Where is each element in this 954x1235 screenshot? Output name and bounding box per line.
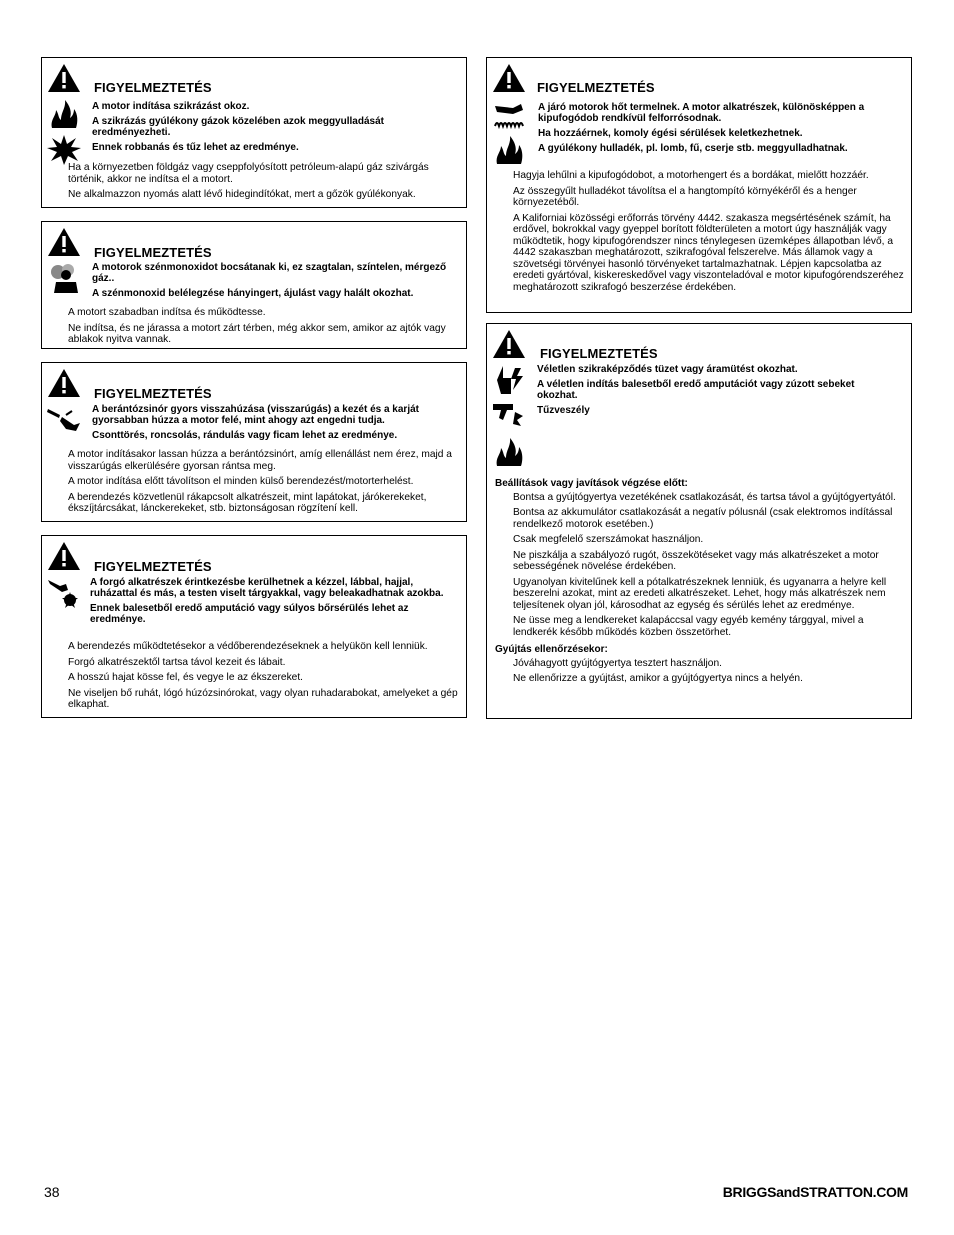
warning-box-kickback [41,362,467,522]
website-url: BRIGGSandSTRATTON.COM [722,1184,908,1200]
instruction-line: Forgó alkatrészektől tartsa távol kezeit és lábait. [68,656,286,668]
instruction-line: Ne üsse meg a lendkereket kalapáccsal vagy egyéb kemény tárggyal, mivel a lendkerék később működés közben összetörhet. [513,615,864,638]
warning-instructions [68,449,460,519]
warning-title: FIGYELMEZTETÉS [94,245,212,260]
fire-icon [46,98,82,130]
instruction-line: Ne alkalmazzon nyomás alatt lévő hidegindítókat, mert a gőzök gyúlékonyak. [68,189,416,200]
instruction-line: A Kaliforniai közösségi erőforrás törvény 4442. szakasza megsértésének számít, ha erdővel, bokrokkal vagy gyeppel borított földterületen a motort úgy használják vagy működtetik, hogy kipufogórendszer nincs ténylegesen üzemképes állapotban lévő, a 4442 szakaszban meghatározott, szikrafogóval felszerelve. Más államok vagy a szövetségi törvényei hasonló törvényeket tartalmazhatnak. Lépjen kapcsolatba az eredeti gyártóval, kiskereskedővel vagy viszonteladóval e motor kipufogórendszeréhez meghatározott szikrafogó beszerzése érdekében. [513,212,904,293]
instruction-line: Jóváhagyott gyújtógyertya tesztert használjon. [513,657,722,669]
instruction-line: A motor indítása előtt távolítson el minden külső berendezést/motorterhelést. [68,476,414,487]
amputation-icon [491,400,527,432]
warning-triangle-icon [491,328,527,360]
warning-triangle-icon [46,540,82,572]
hazard-line: Ennek balesetből eredő amputáció vagy súlyos bőrsérülés lehet az eredménye. [90,603,409,625]
hazard-line: A forgó alkatrészek érintkezésbe kerülhetnek a kézzel, lábbal, hajjal, ruházattal és más, a testen viselt tárgyakkal, vagy beleakadhatnak azokba. [90,577,444,599]
hazard-line: A berántózsinór gyors visszahúzása (visszarúgás) a kezét és a karját gyorsabban húzza a motor felé, mint ahogy azt engedni tudja. [92,404,419,426]
instruction-line: Ugyanolyan kivitelűnek kell a pótalkatrészeknek lenniük, és ugyanarra a helyre kell beszerelni azokat, mint az eredeti alkatrészeket. Lehet, hogy más alkatrészek nem teljesítenek olyan jól, károsodhat az egység és sérülés lehet az eredménye. [513,576,887,611]
instruction-line: Csak megfelelő szerszámokat használjon. [513,534,704,545]
warning-triangle-icon [491,62,527,94]
instruction-line: Bontsa a gyújtógyertya vezetékének csatlakozását, és tartsa távol a gyújtógyertyától. [513,491,896,503]
warning-hazard-text [537,364,897,420]
warning-triangle-icon [46,62,82,94]
hazard-line: Tűzveszély [537,405,590,416]
instruction-line: Ne piszkálja a szabályozó rugót, összekötéseket vagy más alkatrészeket a motor sebességének növelése érdekében. [513,549,879,572]
instruction-line: A hosszú hajat kösse fel, és vegye le az ékszereket. [68,672,304,683]
instruction-line: Ha a környezetben földgáz vagy cseppfolyósított petróleum-alapú gáz szivárgás történik, akkor ne indítsa el a motort. [68,162,429,185]
warning-hazard-text [538,102,903,158]
warning-box-hot-surfaces [486,57,912,313]
warning-box-carbon-monoxide [41,221,467,349]
hazard-line: A gyúlékony hulladék, pl. lomb, fű, cserje stb. meggyulladhatnak. [538,143,848,154]
instruction-line: A berendezés közvetlenül rákapcsolt alkatrészeit, mint lapátokat, járókerekeket, ékszíjtárcsákat, lánckerekeket, stb. biztonságosan rögzítení kell. [68,491,427,514]
warning-title: FIGYELMEZTETÉS [94,80,212,95]
hazard-line: A motorok szénmonoxidot bocsátanak ki, ez szagtalan, színtelen, mérgező gáz.. [92,262,447,284]
warning-instructions [68,641,460,715]
warning-title: FIGYELMEZTETÉS [540,346,658,361]
kickback-icon [46,403,82,435]
hazard-line: A szikrázás gyúlékony gázok közelében azok meggyulladását eredményezheti. [92,116,384,138]
warning-instructions [68,307,460,350]
entanglement-icon [46,576,82,608]
fire-icon [491,436,527,468]
hazard-line: Csonttörés, roncsolás, rándulás vagy ficam lehet az eredménye. [92,430,398,441]
warning-box-spark-explosion [41,57,467,208]
electric-shock-icon [491,364,527,396]
hazard-line: A járó motorok hőt termelnek. A motor alkatrészek, különösképpen a kipufogódob rendkívül felforrósodnak. [538,102,865,124]
instruction-line: Bontsa az akkumulátor csatlakozását a negatív pólusnál (csak elektromos indítással rendelkező motorok esetében.) [513,507,893,530]
warning-hazard-text [92,101,452,157]
fire-icon [491,134,527,166]
warning-hazard-text [92,404,457,445]
warning-hazard-text [90,577,460,629]
warning-instructions [513,170,905,297]
instruction-line: Ne indítsa, és ne járassa a motort zárt térben, még akkor sem, amikor az ajtók vagy ablakok nyitva vannak. [68,322,446,345]
instruction-line: A motor indításakor lassan húzza a berántózsinórt, amíg ellenállást nem érez, majd a visszarúgás elkerülésére gyorsan rántsa meg. [68,449,452,472]
hazard-line: Ennek robbanás és tűz lehet az eredménye. [92,142,299,153]
instruction-line: A berendezés működtetésekor a védőberendezéseknek a helyükön kell lenniük. [68,641,428,652]
hazard-line: Véletlen szikraképződés tüzet vagy áramütést okozhat. [537,364,798,375]
hazard-line: Ha hozzáérnek, komoly égési sérülések keletkezhetnek. [538,128,803,139]
toxic-gas-icon [46,262,82,294]
section-heading: Beállítások vagy javítások végzése előtt: [495,478,688,489]
hazard-line: A motor indítása szikrázást okoz. [92,101,250,112]
warning-title: FIGYELMEZTETÉS [94,386,212,401]
warning-title: FIGYELMEZTETÉS [94,559,212,574]
warning-hazard-text [92,262,450,303]
instruction-line: Az összegyűlt hulladékot távolítsa el a hangtompító környékéről és a henger környezetéből. [513,185,857,208]
instruction-line: Hagyja lehűlni a kipufogódobot, a motorhengert és a bordákat, mielőtt hozzáér. [513,170,869,181]
warning-triangle-icon [46,226,82,258]
warning-instructions [495,472,903,689]
hazard-line: A véletlen indítás balesetből eredő amputációt vagy zúzott sebeket okozhat. [537,379,855,401]
instruction-line: Ne ellenőrizze a gyújtást, amikor a gyújtógyertya nincs a helyén. [513,673,803,684]
instruction-line: A motort szabadban indítsa és működtesse. [68,307,266,318]
page-number: 38 [44,1184,60,1200]
warning-instructions [68,162,460,205]
warning-triangle-icon [46,367,82,399]
instruction-line: Ne viseljen bő ruhát, lógó húzózsinórokat, vagy olyan ruhadarabokat, amelyeket a gép elkaphat. [68,687,458,710]
section-heading: Gyújtás ellenőrzésekor: [495,644,608,655]
warning-box-accidental-start [486,323,912,719]
hazard-line: A szénmonoxid belélegzése hányingert, ájulást vagy halált okozhat. [92,288,414,299]
warning-box-rotating-parts [41,535,467,718]
warning-title: FIGYELMEZTETÉS [537,80,655,95]
hot-surface-icon [491,98,527,130]
